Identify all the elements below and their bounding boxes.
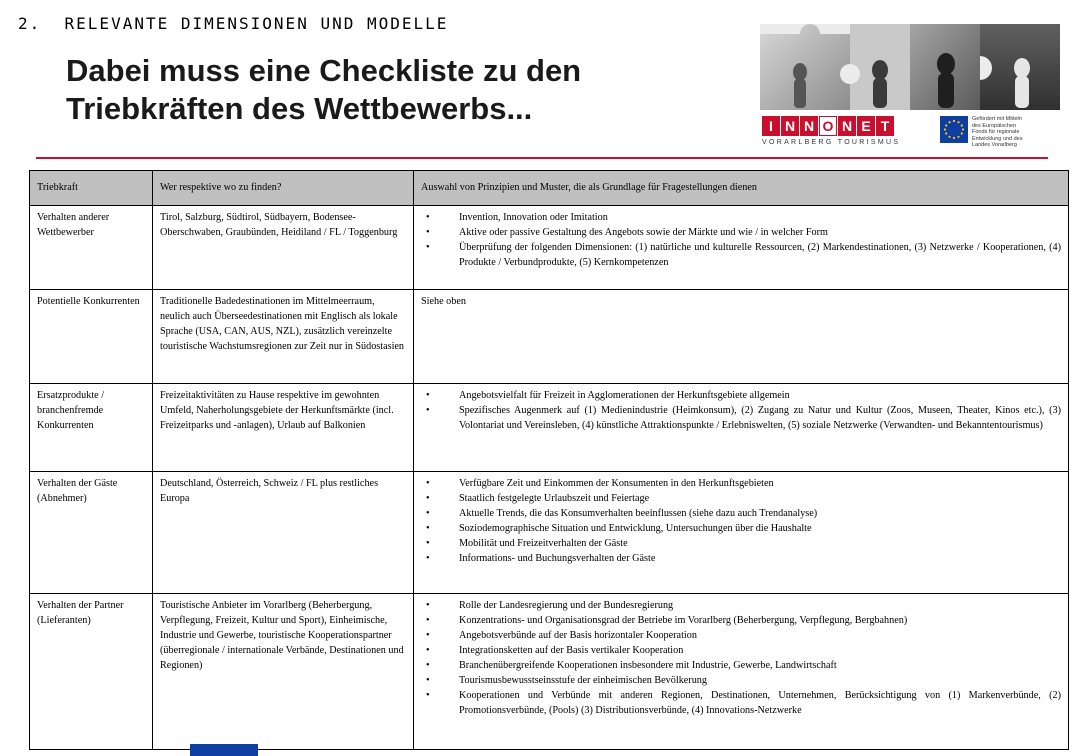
principle-item: • Konzentrations- und Organisationsgrad der Betriebe im Vorarlberg (Beherbergung, Verpflegung, Bergbahnen) (459, 613, 1061, 628)
where-cell: Tirol, Salzburg, Südtirol, Südbayern, Bodensee-Oberschwaben, Graubünden, Heidiland / FL / Toggenburg (153, 206, 414, 290)
where-cell: Touristische Anbieter im Vorarlberg (Beherbergung, Verpflegung, Freizeit, Kultur und Sport), Einheimische, Industrie und Gewerbe, touristische Kooperationspartner (überregionale / internationale Verbände, Destinationen und Regionen) (153, 594, 414, 750)
where-cell: Freizeitaktivitäten zu Hause respektive im gewohnten Umfeld, Naherholungsgebiete der Herkunftsmärkte (incl. Freizeitparks und -anlagen), Urlaub auf Balkonien (153, 384, 414, 472)
force-cell: Verhalten anderer Wettbewerber (30, 206, 153, 290)
table-row (30, 384, 1069, 472)
principle-item: • Branchenübergreifende Kooperationen insbesondere mit Industrie, Gewerbe, Landwirtschaft (459, 658, 1061, 673)
force-cell: Verhalten der Partner (Lieferanten) (30, 594, 153, 750)
principle-item: • Aktive oder passive Gestaltung des Angebots sowie der Märkte und wie / in welcher Form (459, 225, 1061, 240)
page-title (66, 52, 581, 128)
principles-cell (414, 206, 1069, 290)
principle-item: • Spezifisches Augenmerk auf (1) Medienindustrie (Heimkonsum), (2) Zugang zu Natur und Kultur (Zoos, Museen, Theater, Kinos etc.), (3) Volontariat und Vereinsleben, (4) künstliche Attraktionspunkte / Erlebniswelten, (5) soziale Netzwerke (Verwandten- und Bekanntentourismus) (459, 403, 1061, 433)
principle-item: • Integrationsketten auf der Basis vertikaler Kooperation (459, 643, 1061, 658)
innonet-letter: T (876, 116, 894, 136)
header-divider (36, 157, 1048, 159)
principle-item: • Überprüfung der folgenden Dimensionen: (1) natürliche und kulturelle Ressourcen, (2) Markendestinationen, (3) Netzwerke / Kooperationen, (4) Produkte / Verbundprodukte, (5) Kernkompetenzen (459, 240, 1061, 270)
principle-item: • Soziodemographische Situation und Entwicklung, Untersuchungen über die Haushalte (459, 521, 1061, 536)
principle-item: • Verfügbare Zeit und Einkommen der Konsumenten in den Herkunftsgebieten (459, 476, 1061, 491)
puzzle-pieces-illustration (760, 24, 1060, 110)
principle-item: • Aktuelle Trends, die das Konsumverhalten beeinflussen (siehe dazu auch Trendanalyse) (459, 506, 1061, 521)
innonet-letter: N (781, 116, 799, 136)
page-title-line-2: Triebkräften des Wettbewerbs... (66, 91, 533, 126)
table-row (30, 206, 1069, 290)
column-header-principles: Auswahl von Prinzipien und Muster, die als Grundlage für Fragestellungen dienen (414, 171, 1069, 206)
principles-cell (414, 472, 1069, 594)
section-label: 2. RELEVANTE DIMENSIONEN UND MODELLE (18, 14, 449, 33)
where-cell: Traditionelle Badedestinationen im Mittelmeerraum, neulich auch Überseedestinationen mit Englisch als lokale Sprache (USA, CAN, AUS, NZL), zusätzlich vereinzelte touristische Wachstumsregionen zur Zeit nur in Südostasien (153, 290, 414, 384)
principles-cell (414, 594, 1069, 750)
innonet-letter: E (857, 116, 875, 136)
principle-item: • Staatlich festgelegte Urlaubszeit und Feiertage (459, 491, 1061, 506)
eu-funding-text: Gefördert mit Mitteln des Europäischen Fonds für regionale Entwicklung und des Landes Vorarlberg (972, 116, 1023, 148)
table-row (30, 290, 1069, 384)
principles-cell (414, 384, 1069, 472)
principles-cell: Siehe oben (414, 290, 1069, 384)
innonet-logo (762, 116, 900, 146)
table-header-row (30, 171, 1069, 206)
force-cell: Potentielle Konkurrenten (30, 290, 153, 384)
innonet-letter: N (838, 116, 856, 136)
innonet-letter: N (800, 116, 818, 136)
checklist-table (29, 170, 1069, 750)
footer-color-band (190, 744, 258, 756)
eu-flag-icon (940, 116, 968, 143)
innonet-letter: I (762, 116, 780, 136)
table-row (30, 594, 1069, 750)
eu-funding-logo (940, 116, 1028, 149)
principle-item: • Rolle der Landesregierung und der Bundesregierung (459, 598, 1061, 613)
force-cell: Ersatzprodukte / branchenfremde Konkurrenten (30, 384, 153, 472)
principle-item: • Tourismusbewusstseinsstufe der einheimischen Bevölkerung (459, 673, 1061, 688)
principle-item: • Kooperationen und Verbünde mit anderen Regionen, Destinationen, Unternehmen, Berücksichtigung von (1) Markenverbünde, (2) Promotionsverbünde, (Pools) (3) Distributionsverbünde, (4) Innovations-Netzwerke (459, 688, 1061, 718)
table-row (30, 472, 1069, 594)
principle-item: • Invention, Innovation oder Imitation (459, 210, 1061, 225)
innonet-letter: O (819, 116, 837, 136)
column-header-where: Wer respektive wo zu finden? (153, 171, 414, 206)
principle-item: • Angebotsvielfalt für Freizeit in Agglomerationen der Herkunftsgebiete allgemein (459, 388, 1061, 403)
principle-item: • Mobilität und Freizeitverhalten der Gäste (459, 536, 1061, 551)
where-cell: Deutschland, Österreich, Schweiz / FL plus restliches Europa (153, 472, 414, 594)
page-title-line-1: Dabei muss eine Checkliste zu den (66, 53, 582, 88)
principle-item: • Angebotsverbünde auf der Basis horizontaler Kooperation (459, 628, 1061, 643)
puzzle-pieces-image (760, 24, 1060, 110)
column-header-triebkraft: Triebkraft (30, 171, 153, 206)
innonet-logo-subtitle: VORARLBERG TOURISMUS (762, 139, 901, 146)
principle-item: • Informations- und Buchungsverhalten der Gäste (459, 551, 1061, 566)
force-cell: Verhalten der Gäste (Abnehmer) (30, 472, 153, 594)
innonet-logo-word (762, 116, 900, 136)
